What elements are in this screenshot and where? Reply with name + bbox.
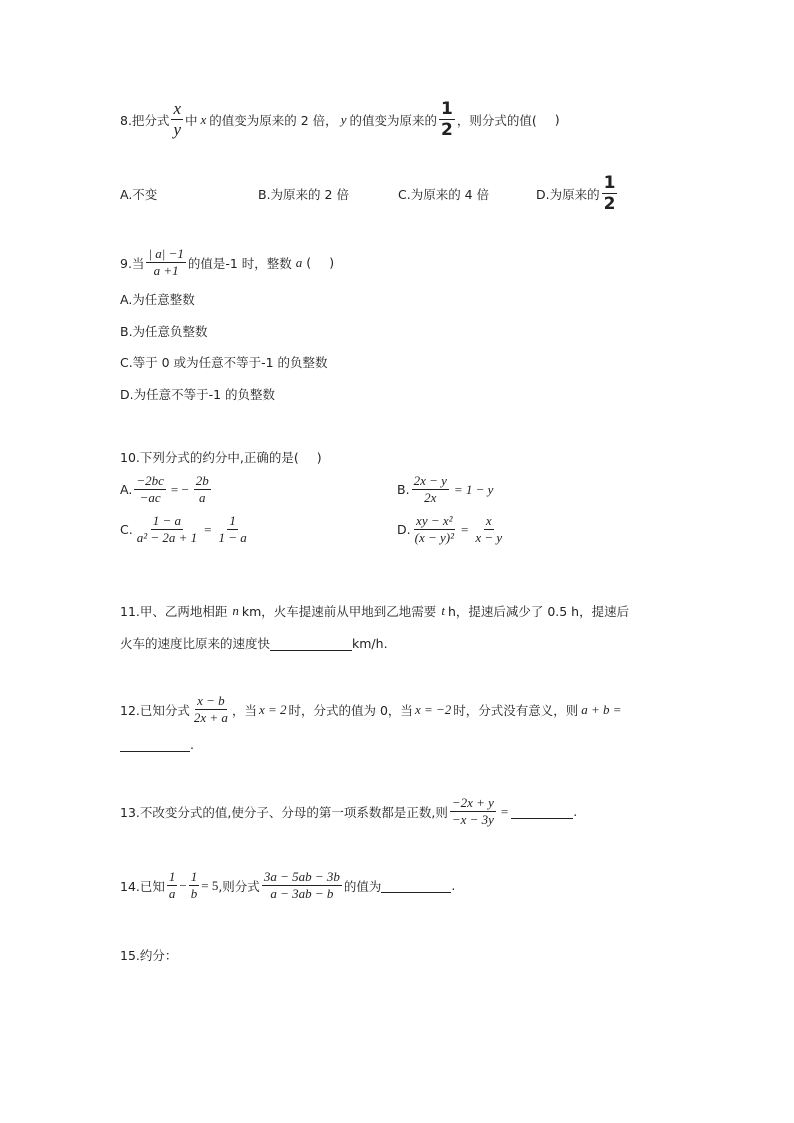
question-15: 15.约分： xyxy=(120,948,178,963)
question-13: 13.不改变分式的值,使分子、分母的第一项系数都是正数,则 $\frac{-2x + y}{-x - 3y}$ = . xyxy=(120,795,578,827)
q10-option-d: D. $\frac{\text{xy − x²}}{\text{(x − y)²}}$ = $\frac{x}{x - y}$ xyxy=(397,513,503,545)
q8-option-d: D.为原来的 xyxy=(536,186,600,202)
q13-fraction: $\frac{-2x + y}{-x - 3y}$ xyxy=(451,795,494,827)
q11-answer-blank[interactable] xyxy=(270,636,352,651)
question-14: 14.已知 $\frac{1}{a}$ − $\frac{1}{b}$ = 5 ,则分式 $\frac{3a - 5ab - 3b}{a - 3ab - b}$ 的值为 . xyxy=(120,869,456,901)
q10-option-b: B. $\frac{2x - y}{2x}$ = 1 − y xyxy=(397,473,494,505)
question-11-line-1: 11.甲、乙两地相距 n km，火车提速前从甲地到乙地需要 t h，提速后减少了 0.5 h，提速后 xyxy=(120,603,630,619)
q9-option-c: C.等于 0 或为任意不等于-1 的负整数 xyxy=(120,355,328,370)
q9-option-d: D.为任意不等于-1 的负整数 xyxy=(120,387,276,402)
q14-answer-blank[interactable] xyxy=(381,878,451,893)
q12-answer-line: . xyxy=(120,737,194,752)
q8-option-a: A.不变 xyxy=(120,186,158,202)
q8-option-c: C.为原来的 4 倍 xyxy=(398,186,490,202)
question-9: 9.当 $\frac{| a| -1}{a +1}$ 的值是-1 时，整数 a ( ) xyxy=(120,246,335,278)
q10-option-a: A. $\frac{-2bc}{-ac}$ = − $\frac{2b}{a}$ xyxy=(120,473,209,505)
q8-half-fraction: $\frac{1}{2}$ xyxy=(440,99,453,140)
q8-fraction: $\frac{x}{y}$ xyxy=(173,99,181,139)
q9-option-a: A.为任意整数 xyxy=(120,292,195,307)
question-12: 12.已知分式 $\frac{x - b}{2x + a}$ ，当 x = 2 时，分式的值为 0，当 x = −2 时，分式没有意义，则 a + b = xyxy=(120,693,622,725)
q13-answer-blank[interactable] xyxy=(511,804,573,819)
q8-option-b: B.为原来的 2 倍 xyxy=(258,186,349,202)
question-8: 8.把分式 $\frac{x}{y}$ 中 x 的值变为原来的 2 倍， y 的值变为原来的 $\frac{1}{2}$ ，则分式的值( ) xyxy=(120,99,560,140)
q12-fraction: $\frac{x - b}{2x + a}$ xyxy=(193,693,228,725)
question-10: 10.下列分式的约分中,正确的是( ) xyxy=(120,449,322,465)
q8-option-d-fraction: $\frac{1}{2}$ xyxy=(603,173,616,214)
q12-answer-blank[interactable] xyxy=(120,737,190,752)
question-11-line-2: 火车的速度比原来的速度快 km/h. xyxy=(120,635,388,651)
q10-option-c: C. $\frac{1 - a}{\text{a² − 2a + 1}}$ = $\frac{1}{1 - a}$ xyxy=(120,513,247,545)
q8-prefix: 8.把分式 xyxy=(120,112,170,128)
q9-fraction: $\frac{| a| -1}{a +1}$ xyxy=(148,246,184,278)
q9-option-b: B.为任意负整数 xyxy=(120,324,208,339)
q8-options xyxy=(120,174,619,213)
